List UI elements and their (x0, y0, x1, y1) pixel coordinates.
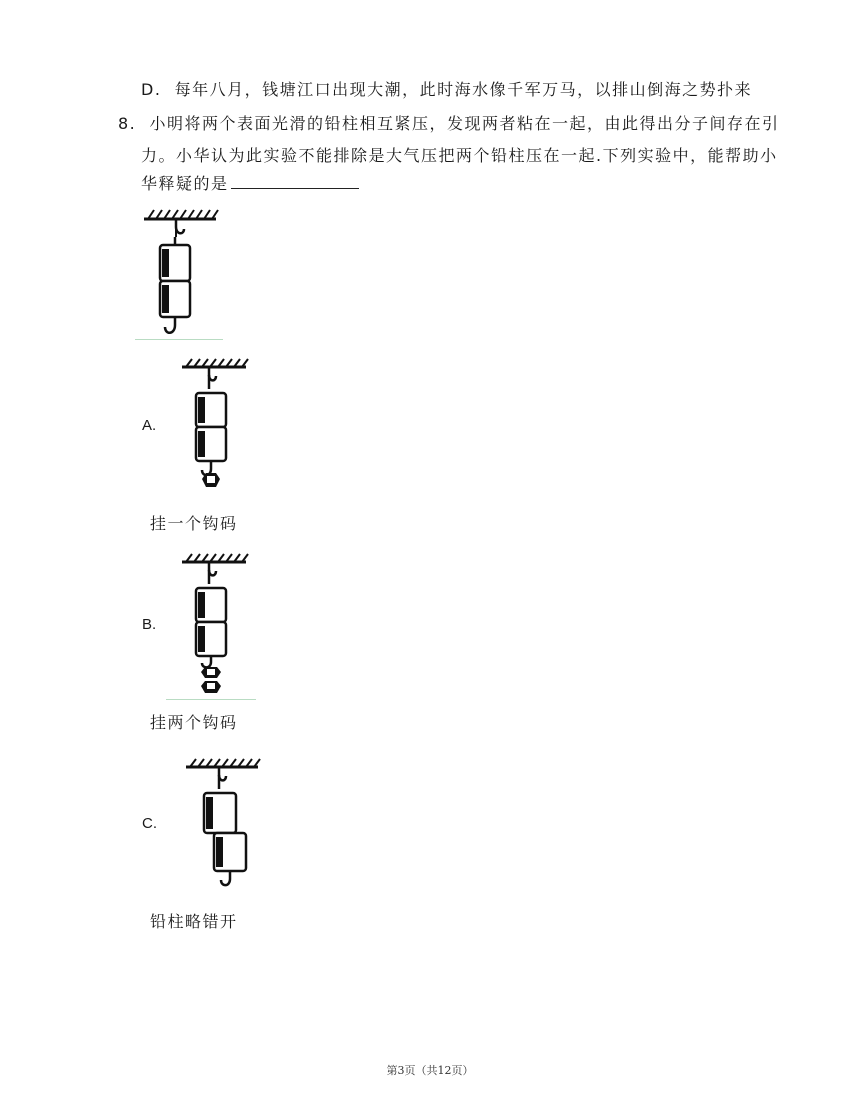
option-b-figure (178, 550, 250, 700)
answer-blank (231, 172, 359, 189)
question-line-1: 8. 小明将两个表面光滑的铅柱相互紧压，发现两者粘在一起，由此得出分子间存在引 (118, 114, 780, 133)
option-b-caption: 挂两个钩码 (150, 713, 238, 732)
option-c-label: C. (142, 815, 157, 832)
question-line-2: 力。小华认为此实验不能排除是大气压把两个铅柱压在一起.下列实验中，能帮助小 (141, 146, 778, 165)
page-footer: 第3页（共12页） (386, 1064, 474, 1077)
option-b-label: B. (142, 616, 157, 633)
option-d-label: D. (141, 80, 162, 99)
option-d-text: 每年八月，钱塘江口出现大潮，此时海水像千军万马，以排山倒海之势扑来 (174, 80, 753, 99)
stem-divider (135, 339, 223, 340)
question-number: 8. (118, 114, 137, 133)
stem-figure (138, 205, 228, 341)
option-a-figure (178, 355, 250, 495)
option-c-caption: 铅柱略错开 (150, 912, 238, 931)
option-a-caption: 挂一个钩码 (150, 514, 238, 533)
option-c-figure (184, 755, 264, 895)
option-b-divider (166, 699, 256, 700)
option-d (141, 79, 752, 101)
question-line-3: 华释疑的是 (141, 172, 359, 195)
option-a-label: A. (142, 417, 157, 434)
